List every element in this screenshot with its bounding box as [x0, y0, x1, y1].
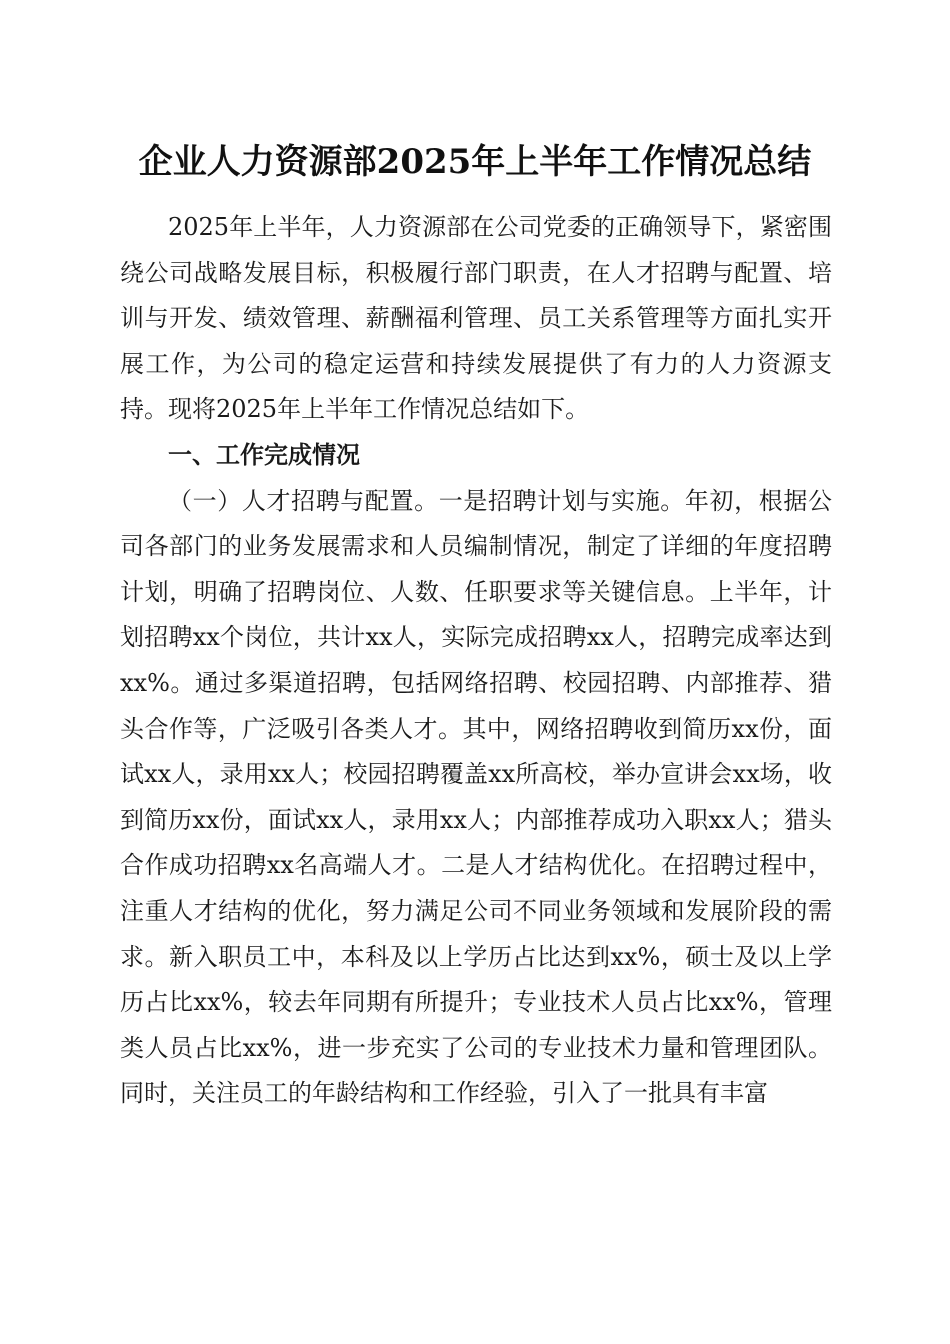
recruitment-paragraph: （一）人才招聘与配置。一是招聘计划与实施。年初，根据公司各部门的业务发展需求和人员编制情况，制定了详细的年度招聘计划，明确了招聘岗位、人数、任职要求等关键信息。上半年，计划招聘xx个岗位，共计xx人，实际完成招聘xx人，招聘完成率达到xx%。通过多渠道招聘，包括网络招聘、校园招聘、内部推荐、猎头合作等，广泛吸引各类人才。其中，网络招聘收到简历xx份，面试xx人，录用xx人；校园招聘覆盖xx所高校，举办宣讲会xx场，收到简历xx份，面试xx人，录用xx人；内部推荐成功入职xx人；猎头合作成功招聘xx名高端人才。二是人才结构优化。在招聘过程中，注重人才结构的优化，努力满足公司不同业务领域和发展阶段的需求。新入职员工中，本科及以上学历占比达到xx%，硕士及以上学历占比xx%，较去年同期有所提升；专业技术人员占比xx%，管理类人员占比xx%，进一步充实了公司的专业技术力量和管理团队。同时，关注员工的年龄结构和工作经验，引入了一批具有丰富 [120, 486, 832, 1108]
intro-paragraph: 2025年上半年，人力资源部在公司党委的正确领导下，紧密围绕公司战略发展目标，积极履行部门职责，在人才招聘与配置、培训与开发、绩效管理、薪酬福利管理、员工关系管理等方面扎实开展工作，为公司的稳定运营和持续发展提供了有力的人力资源支持。现将2025年上半年工作情况总结如下。 [120, 213, 832, 424]
document-body [120, 205, 832, 1117]
section-heading-work-completion: 一、工作完成情况 [168, 440, 360, 469]
document-title: 企业人力资源部2025年上半年工作情况总结 [138, 142, 812, 182]
